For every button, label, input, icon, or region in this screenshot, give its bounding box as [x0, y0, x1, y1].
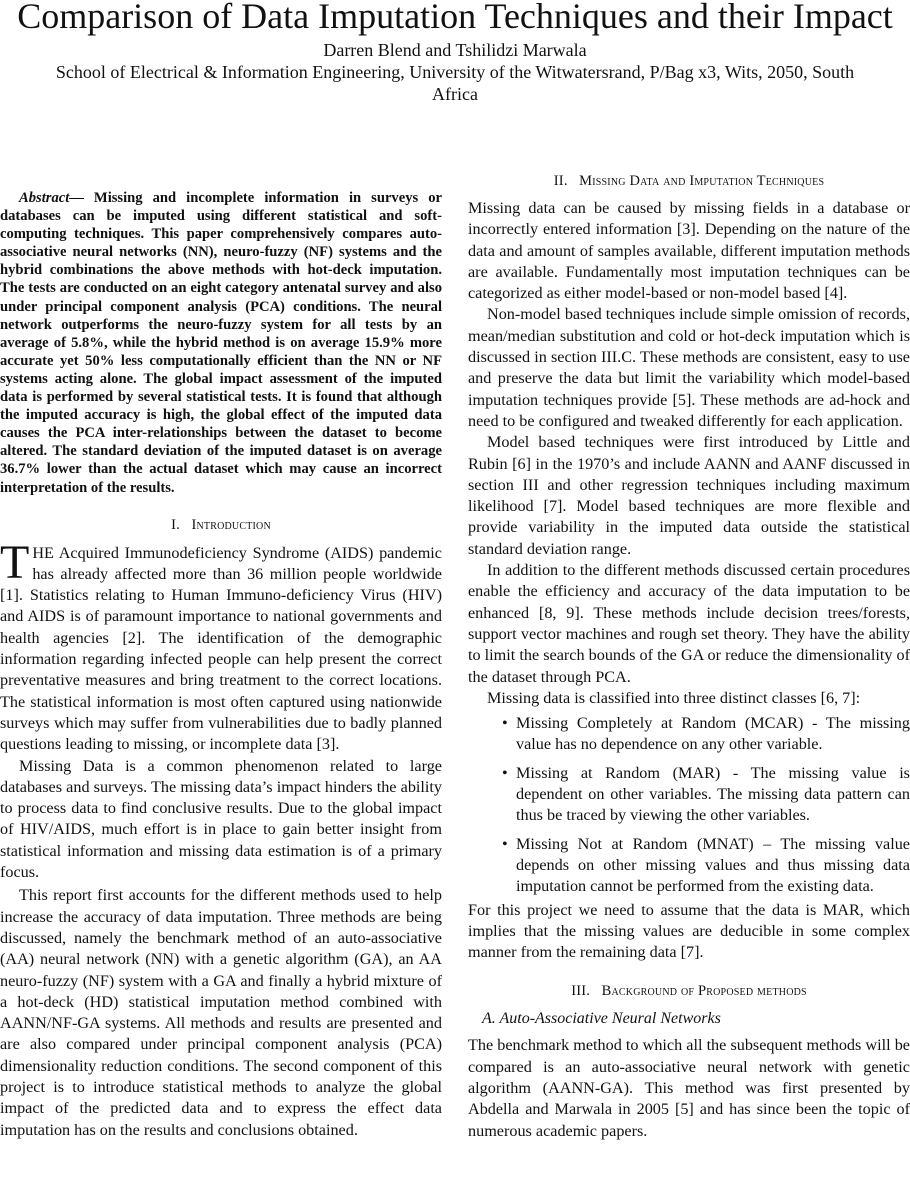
section-title: Missing Data and Imputation Techniques: [579, 173, 825, 189]
section-title: Background of Proposed methods: [601, 983, 807, 1000]
paper-header: [0, 0, 910, 105]
intro-paragraph-3: This report first accounts for the different methods used to help increase the accuracy of data imputation. Three methods are being discussed, namely the benchmark method of an auto-associative (AA) neural network (NN) with a genetic algorithm (GA), an AA neuro-fuzzy (NF) system with a GA and finally a hybrid mixture of a hot-deck (HD) statistical imputation method combined with AANN/NF-GA systems. All methods and results are presented and are also compared under principal component analysis (PCA) dimensionality reduction conditions. The second component of this project is to introduce statistical methods to analyze the global impact of the predicted data and to express the effect data imputation has on the results and conclusions obtained.: [0, 886, 442, 1139]
section-heading-introduction: [0, 515, 442, 535]
missing-paragraph-1: Missing data can be caused by missing fields in a database or incorrectly entered information [3]. Depending on the nature of the data and amount of samples available, different imputation methods are available. Fundamentally most imputation techniques can be categorized as either model-based or non-model based [4].: [468, 199, 910, 303]
paper-affiliation: School of Electrical & Information Engineering, University of the Witwatersrand, P/Bag x3, Wits, 2050, South Africa: [55, 62, 855, 104]
paper-authors: Darren Blend and Tshilidzi Marwala: [323, 40, 587, 60]
list-item: [468, 763, 910, 827]
list-item: [468, 834, 910, 898]
list-item: [468, 713, 910, 756]
section-heading-missing-data: [468, 171, 910, 191]
missing-paragraph-4: In addition to the different methods discussed certain procedures enable the efficiency and accuracy of the data imputation to be enhanced [8, 9]. These methods include decision trees/forests, support vector machines and rough set theory. They have the ability to limit the search bounds of the GA or reduce the dimensionality of the dataset through PCA.: [468, 561, 910, 686]
list-item-text: Missing at Random (MAR) - The missing value is dependent on other variables. The missing data pattern can thus be traced by viewing the other variables.: [516, 763, 910, 825]
section-title: Introduction: [191, 516, 271, 533]
section-numeral: II.: [553, 173, 568, 189]
bullet-icon: •: [502, 763, 508, 782]
missing-paragraph-2: Non-model based techniques include simple omission of records, mean/median substitution and cold or hot-deck imputation which is discussed in section III.C. These methods are consistent, easy to use and preserve the data but limit the variability which model-based imputation techniques provide [5]. These methods are ad-hock and need to be configured and tweaked differently for each application.: [468, 305, 910, 430]
right-column: [468, 170, 910, 1142]
paper-title: Comparison of Data Imputation Techniques and their Impact: [17, 0, 893, 36]
missingness-class-list: [468, 713, 910, 897]
subsection-heading-aann: A. Auto-Associative Neural Networks: [482, 1010, 721, 1028]
section-heading-background: [468, 981, 910, 1001]
abstract-label: Abstract: [19, 190, 70, 206]
missing-paragraph-3: Model based techniques were first introduced by Little and Rubin [6] in the 1970’s and include AANN and AANF discussed in section III and other regression techniques including maximum likelihood [7]. Model based techniques are more flexible and provide variability in the imputed data outside the statistical standard deviation range.: [468, 433, 910, 558]
section-numeral: III.: [571, 983, 591, 1000]
bullet-icon: •: [502, 714, 508, 733]
intro-paragraph-1-text: HE Acquired Immunodeficiency Syndrome (AIDS) pandemic has already affected more than 36 million people worldwide [1]. Statistics relating to Human Immuno-deficiency Virus (HIV) and AIDS is of paramount importance to national governments and health agencies [2]. The identification of the demographic information regarding infected people can help present the correct preventative measures and bring treatment to the correct locations. The statistical information is most often captured using nationwide surveys which may suffer from vulnerabilities due to badly planned questions leading to missing, or incomplete data [3].: [0, 543, 442, 754]
list-item-text: Missing Completely at Random (MCAR) - The missing value has no dependence on any other variable.: [516, 714, 910, 754]
left-column: [0, 170, 442, 1141]
intro-paragraph-2: Missing Data is a common phenomenon related to large databases and surveys. The missing data’s impact hinders the ability to process data to find conclusive results. Due to the global impact of HIV/AIDS, much effort is in place to gain better insight from statistical information and missing data estimation is of a primary focus.: [0, 756, 442, 882]
drop-cap: T: [0, 535, 30, 589]
list-item-text: Missing Not at Random (MNAT) – The missing value depends on other missing values and thus missing data imputation cannot be performed from the existing data.: [516, 834, 910, 896]
bullet-icon: •: [502, 834, 508, 853]
abstract-dash: —: [69, 190, 84, 206]
abstract: [0, 189, 442, 497]
section-numeral: I.: [171, 516, 180, 533]
missing-paragraph-5: Missing data is classified into three distinct classes [6, 7]:: [487, 688, 861, 707]
intro-paragraph-1: [0, 535, 442, 756]
missing-paragraph-6: For this project we need to assume that the data is MAR, which implies that the missing values are deducible in some complex manner from the remaining data [7].: [468, 900, 910, 962]
background-paragraph-1: The benchmark method to which all the subsequent methods will be compared is an auto-associative neural network with genetic algorithm (AANN-GA). This method was first presented by Abdella and Marwala in 2005 [5] and has since been the topic of numerous academic papers.: [468, 1036, 910, 1140]
abstract-text: Missing and incomplete information in surveys or databases can be imputed using different statistical and soft-computing techniques. This paper comprehensively compares auto-associative neural networks (NN), neuro-fuzzy (NF) systems and the hybrid combinations the above methods with hot-deck imputation. The tests are conducted on an eight category antenatal survey and also under principal component analysis (PCA) conditions. The neural network outperforms the neuro-fuzzy system for all tests by an average of 5.8%, while the hybrid method is on average 15.9% more accurate yet 50% less computationally efficient than the NN or NF systems acting alone. The global impact assessment of the imputed data is performed by several statistical tests. It is found that although the imputed accuracy is high, the global effect of the imputed data causes the PCA inter-relationships between the dataset to become altered. The standard deviation of the imputed dataset is on average 36.7% lower than the actual dataset which may cause an incorrect interpretation of the results.: [0, 190, 442, 496]
